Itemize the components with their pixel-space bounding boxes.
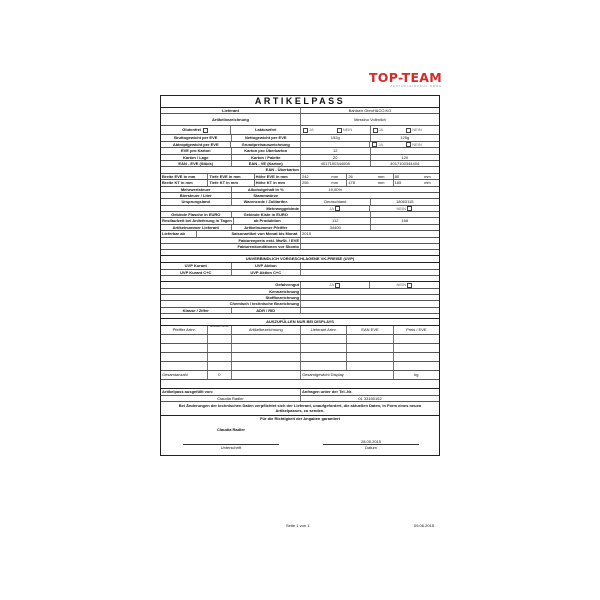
display-cell[interactable] [393, 344, 439, 352]
label-ean-ve: EAN - VE (Karton) [231, 161, 301, 166]
display-cell[interactable] [231, 362, 301, 370]
value-netto[interactable]: 125g [370, 135, 440, 140]
label-gebinde-kiste: Gebinde Kiste in EURO [231, 212, 301, 217]
value-eve-karton[interactable]: 12 [300, 148, 370, 153]
label-uvp-kurant-cc: UVP Kurant C+C [180, 269, 212, 275]
checkbox-icon [406, 142, 411, 147]
display-cell[interactable] [346, 335, 392, 343]
uvp-header: UNVERBINDLICH VORGESCHLAGENE VK-PREISE (UVP) [161, 256, 439, 263]
value-brutto[interactable]: 152g [300, 135, 370, 140]
value-ursprung[interactable]: Deutschland [300, 199, 370, 204]
check-laktose-ja[interactable] [300, 126, 335, 134]
label-ab-produktion: ab Produktion [233, 218, 300, 223]
label-ean-eve: EAN - EVE (Stück) [178, 160, 214, 166]
label-restlauf: Restlaufzeit bei Anlieferung in Tagen [162, 218, 232, 224]
value-restlauf[interactable]: 112 [300, 218, 370, 223]
col-preis-eve: Preis / EVE [393, 326, 439, 334]
display-cell[interactable] [346, 344, 392, 352]
label-artikel: Artikelbezeichnung [212, 117, 249, 123]
value-karton-lage[interactable]: 20 [300, 155, 370, 160]
value-tiefe-eve[interactable]: 26 [346, 174, 369, 179]
value-gesamtgewicht[interactable] [370, 371, 393, 379]
checkbox-icon [407, 206, 412, 211]
ja-label: JA [378, 141, 384, 147]
display-cell[interactable] [346, 353, 392, 361]
glutenfrei-text: Glutenfrei [182, 127, 202, 133]
value-ean-ve[interactable]: 4017100344404 [370, 161, 440, 166]
value-saison[interactable]: 2015 [300, 231, 370, 236]
value-warencode[interactable]: 18063115 [370, 199, 440, 204]
label-karton-lage: Karton / Lage [182, 154, 209, 160]
label-alkohol: Alkoholgehalt in % [231, 187, 301, 192]
value-ean-eve[interactable]: 4017100344008 [300, 161, 370, 166]
unit-kg: kg [393, 371, 439, 379]
footer-date: 09.06.2015 [414, 523, 435, 528]
display-cell[interactable] [393, 335, 439, 343]
label-karton-ueberkarton: Karton pro Überkarton [231, 148, 301, 153]
value-hoehe-kt[interactable]: 165 [393, 180, 416, 185]
check-gefahr-nein[interactable] [369, 282, 439, 287]
value-tiefe-kt[interactable]: 178 [346, 180, 369, 185]
value-karton-ueberkarton[interactable] [370, 148, 440, 153]
label-adr: ADR / RID [231, 308, 301, 313]
display-cell[interactable] [161, 335, 207, 343]
display-cell[interactable] [300, 362, 346, 370]
display-cell[interactable] [231, 344, 301, 352]
checkbox-icon [406, 128, 411, 133]
value-uvp[interactable] [300, 263, 439, 268]
label-laktosefrei: Laktosefrei [230, 126, 300, 134]
check-mehrweg-ja[interactable] [300, 206, 370, 211]
value-artikel[interactable]: Messino Vollmilch [300, 114, 439, 125]
label-warencode: Warencode / Zolltarifnr. [231, 199, 301, 204]
unit: mm [331, 173, 339, 179]
label-biersteuer: Biersteuer / Liter [179, 192, 212, 198]
display-cell[interactable] [393, 362, 439, 370]
check-gluten-ja[interactable] [370, 126, 405, 134]
form-title: ARTIKELPASS [161, 96, 439, 108]
label-stoff: Stoffbezeichnung [265, 294, 299, 300]
checkbox-icon [372, 142, 377, 147]
checkbox-icon [335, 283, 340, 288]
display-cell[interactable] [393, 353, 439, 361]
label-lieferant: Lieferant [222, 108, 239, 113]
label-tiefe-kt: Tiefe KT in mm [207, 180, 253, 185]
display-cell[interactable] [300, 353, 346, 361]
unit: mm [331, 180, 339, 186]
value-bier[interactable] [300, 193, 439, 198]
ja-label: JA [329, 205, 335, 211]
label-fakturkond: Fakturenkonditionen vor Skonto [237, 244, 299, 250]
label-ursprung: Ursprungsland [181, 199, 210, 205]
label-fakturenpreis: Fakturenpreis exkl. MwSt. / EVE [238, 237, 299, 243]
label-eve-karton: EVE pro Karton [180, 148, 211, 154]
value-fakturkond[interactable] [300, 244, 439, 249]
label-kennzeichnung: Kennzeichnung [269, 288, 299, 294]
display-cell[interactable] [231, 335, 301, 343]
display-cell[interactable] [300, 344, 346, 352]
display-cell[interactable] [161, 344, 207, 352]
label-uvp-aktion: UVP Aktion [231, 263, 301, 268]
value-karton-palette[interactable]: 120 [370, 155, 440, 160]
value-gebinde-flasche[interactable] [300, 212, 370, 217]
label-anfragen: Anfragen unter der Tel.-Nr. [300, 389, 439, 394]
checkbox-glutenfrei[interactable] [203, 128, 208, 133]
value-ausgefuellt[interactable]: Claudia Radler [217, 395, 244, 401]
artikelpass-form [160, 95, 440, 456]
label-karton-palette: Karton / Palette [231, 155, 301, 160]
value-anfragen[interactable]: 01 33150152 [300, 396, 439, 401]
label-brutto: Bruttogewicht per EVE [174, 135, 218, 141]
label-gesamtgewicht: Gesamtgewicht Display [300, 371, 370, 379]
label-hoehe-kt: Höhe KT in mm [254, 180, 300, 185]
unit: mm [377, 180, 385, 186]
display-footer-blank [231, 371, 301, 379]
value-mwst[interactable]: 19,00% [300, 187, 370, 192]
display-cell[interactable] [300, 335, 346, 343]
label-gefahrengut: Gefahrengut [275, 282, 299, 288]
label-grundpreis: Grundpreisauszeichnung [230, 142, 300, 147]
col-artikelbezeichnung: Artikelbezeichnung [231, 326, 301, 334]
value-lieferbar[interactable] [196, 231, 231, 236]
checkbox-icon [335, 206, 340, 211]
label-artnr-lieferant: Artikelnummer Lieferant [172, 224, 219, 230]
logo-subtitle: ZENTRALEINKAUF GMBH [390, 84, 442, 88]
display-columns [161, 326, 439, 335]
col-ltd-eve: Auszufüllen Ltd EVE [207, 326, 230, 334]
nein-label: NEIN [396, 282, 407, 288]
display-cell[interactable] [161, 362, 207, 370]
display-row [161, 362, 439, 371]
check-gluten-nein[interactable] [404, 126, 439, 134]
checkbox-icon [373, 128, 378, 133]
col-pfeiffer-artnr: Pfeiffer Artnr. [172, 327, 196, 333]
display-cell[interactable] [161, 353, 207, 361]
label-netto: Nettogewicht per EVE [231, 135, 301, 140]
value-alkohol[interactable] [370, 187, 440, 192]
col-lieferant-artnr: Lieferant Artnr. [300, 326, 346, 334]
display-row [161, 353, 439, 362]
value-ab-produktion[interactable]: 168 [370, 218, 440, 223]
ja-label: JA [378, 127, 384, 133]
label-stammwuerze: Stammwürze [231, 193, 301, 198]
signature-date[interactable]: 28.05.2015 [360, 439, 382, 445]
display-cell[interactable] [207, 362, 230, 370]
display-cell[interactable] [207, 344, 230, 352]
signature-area [161, 421, 439, 455]
nein-label: NEIN [396, 205, 407, 211]
col-ean-eve: EAN EVE [346, 326, 392, 334]
label-gebinde-flasche: Gebinde Flasche in EURO [171, 212, 221, 218]
value-kennzeichnung[interactable] [300, 289, 439, 294]
signature-name[interactable]: Claudia Radler [216, 427, 245, 433]
checkbox-icon [303, 128, 308, 133]
value-ean-ueberkarton[interactable] [300, 167, 439, 172]
label-lieferbar: Lieferbar ab [162, 231, 185, 237]
display-cell[interactable] [346, 362, 392, 370]
label-mehrweg: Mehrweggebinde [266, 205, 299, 211]
display-cell[interactable] [207, 335, 230, 343]
check-grundpreis-ja[interactable] [369, 142, 404, 147]
value-lieferant[interactable]: Bahlsen GbmH&CO.KG [300, 108, 439, 113]
value-stoff[interactable] [300, 295, 439, 300]
value-artnr-pfeiffer[interactable] [370, 225, 440, 230]
label-breite-eve: Breite EVE in mm [162, 173, 196, 179]
label-ausgefuellt: Artikelpass ausgefüllt von: [162, 389, 214, 395]
nein-label: NEIN [342, 127, 353, 133]
display-cell[interactable] [231, 353, 301, 361]
label-klasse: Klasse / Ziffer [182, 307, 209, 313]
row-artikel [161, 114, 439, 126]
label-uvp-kurant: UVP Kurant [184, 263, 207, 269]
label-chemisch: Chemisch / technische Bezeichnung [229, 301, 299, 307]
label-artnr-pfeiffer: Artikelnummer Pfeiffer [231, 225, 301, 230]
notice-text: Bei Änderungen der technischen Daten verpflichtet sich der Lieferant, unaufgefordert, die aktuellen Daten, in Form eines neuen Artikelpasses, zu senden. [161, 402, 439, 416]
label-hoehe-eve: Höhe EVE in mm [254, 174, 300, 179]
value-abtropf[interactable] [300, 142, 370, 147]
value-saison-bis[interactable] [370, 231, 440, 236]
nein-label: NEIN [412, 127, 422, 133]
value-gesamtanzahl[interactable]: 0 [207, 371, 230, 379]
label-uvp-aktion-cc: UVP Aktion C+C [231, 270, 301, 275]
check-mehrweg-nein[interactable] [369, 206, 439, 211]
value-uvp-cc[interactable] [300, 270, 439, 275]
label-unterschrift: Unterschrift [220, 445, 242, 451]
ja-label: JA [329, 282, 335, 288]
unit: mm [377, 173, 385, 179]
unit: mm [424, 173, 431, 179]
check-gefahr-ja[interactable] [300, 282, 370, 287]
row-frei [161, 126, 439, 135]
label-glutenfrei [161, 126, 230, 134]
display-row [161, 344, 439, 353]
display-header: AUSZUFÜLLEN NUR BEI DISPLAYS [161, 319, 439, 326]
label-breite-kt: Breite KT in mm [162, 180, 193, 186]
check-laktose-nein[interactable] [335, 126, 370, 134]
label-saison: Saisonartikel von Monat bis Monat [231, 231, 298, 237]
label-abtropf: Abtropfgewicht per EVE [172, 141, 219, 147]
display-cell[interactable] [207, 353, 230, 361]
value-gebinde-kiste[interactable] [370, 212, 440, 217]
checkbox-icon [407, 283, 412, 288]
label-ean-ueberkarton: EAN - Überkarton [265, 167, 299, 173]
logo [369, 72, 442, 88]
page-number: Seite 1 von 1 [286, 523, 310, 528]
value-hoehe-eve[interactable]: 80 [393, 174, 416, 179]
label-mwst: Mehrwertsteuer [180, 186, 211, 192]
display-footer [161, 371, 439, 380]
logo-name: TOP-TEAM [368, 70, 442, 85]
spacer [161, 380, 439, 389]
label-datum: Datum [365, 445, 377, 451]
nein-label: NEIN [412, 141, 422, 147]
value-fakturenpreis[interactable] [300, 238, 439, 243]
value-breite-kt[interactable]: 255 [300, 180, 323, 185]
label-gesamtanzahl: Gesamtanzahl [162, 372, 188, 378]
unit: mm [424, 180, 431, 186]
check-grundpreis-nein[interactable] [404, 142, 439, 147]
display-row [161, 335, 439, 344]
ja-label: JA [308, 127, 314, 133]
value-breite-eve[interactable]: 242 [300, 174, 323, 179]
value-artnr-lieferant[interactable]: 34400 [300, 225, 370, 230]
value-klasse[interactable] [300, 308, 439, 313]
checkbox-icon [337, 128, 342, 133]
label-richtigkeit: Für die Richtigkeit der Angaben garantiert [260, 415, 340, 421]
value-chemisch[interactable] [300, 301, 439, 306]
label-tiefe-eve: Tiefe EVE in mm [207, 174, 253, 179]
